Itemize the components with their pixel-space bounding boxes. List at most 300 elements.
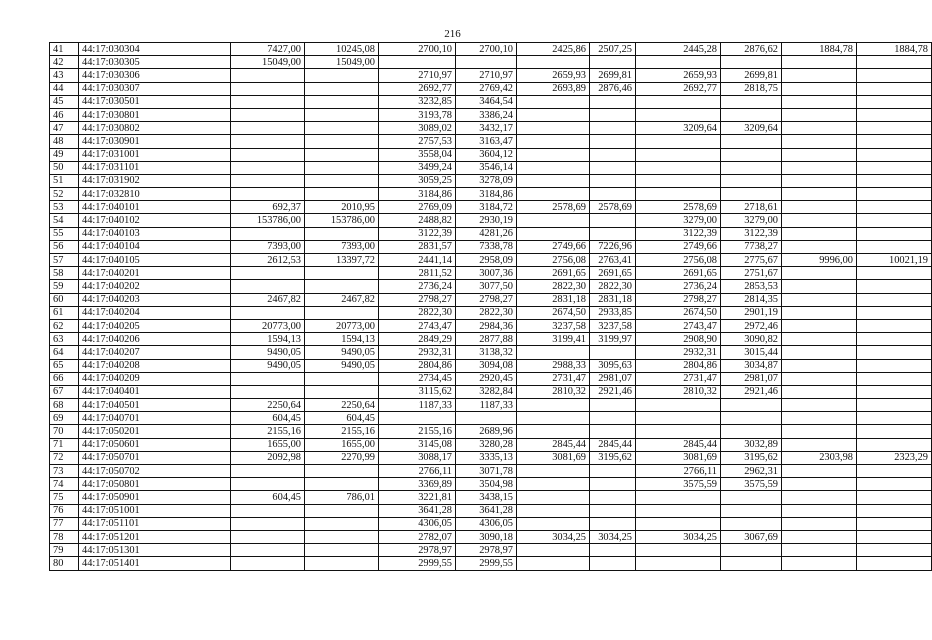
cell-value-col-7: 2810,32: [636, 385, 721, 398]
cell-value-col-7: 2445,28: [636, 43, 721, 56]
cell-value-col-6: 3195,62: [590, 451, 636, 464]
cell-value-col-3: 2488,82: [379, 214, 456, 227]
cell-value-col-1: [231, 267, 305, 280]
cell-value-col-7: [636, 108, 721, 121]
cell-value-col-6: 2921,46: [590, 385, 636, 398]
cell-value-col-9: [782, 399, 857, 412]
cell-value-col-10: [857, 306, 932, 319]
cell-value-col-4: 3604,12: [456, 148, 517, 161]
cell-value-col-2: [305, 174, 379, 187]
cell-value-col-9: [782, 385, 857, 398]
cell-value-col-10: [857, 227, 932, 240]
cell-value-col-6: 2845,44: [590, 438, 636, 451]
cell-value-col-8: 3032,89: [721, 438, 782, 451]
cell-value-col-10: [857, 56, 932, 69]
cell-value-col-9: [782, 56, 857, 69]
cell-cadastral-quarter: 44:17:051301: [79, 544, 231, 557]
cell-value-col-5: [517, 122, 590, 135]
cell-row-number: 63: [50, 333, 79, 346]
cell-value-col-9: [782, 359, 857, 372]
cell-value-col-7: 3575,59: [636, 478, 721, 491]
cell-value-col-4: 4306,05: [456, 517, 517, 530]
cell-value-col-2: [305, 465, 379, 478]
cell-value-col-1: [231, 385, 305, 398]
cell-value-col-3: 3059,25: [379, 174, 456, 187]
table-row: [50, 504, 932, 517]
cell-value-col-1: 20773,00: [231, 319, 305, 332]
cell-value-col-7: 2736,24: [636, 280, 721, 293]
cell-value-col-8: 7738,27: [721, 240, 782, 253]
cell-value-col-2: [305, 267, 379, 280]
cell-value-col-2: [305, 69, 379, 82]
cell-value-col-6: 2699,81: [590, 69, 636, 82]
cell-value-col-8: [721, 108, 782, 121]
cell-cadastral-quarter: 44:17:051001: [79, 504, 231, 517]
cell-cadastral-quarter: 44:17:030801: [79, 108, 231, 121]
cell-value-col-2: 1655,00: [305, 438, 379, 451]
cell-value-col-2: 15049,00: [305, 56, 379, 69]
cell-row-number: 70: [50, 425, 79, 438]
cell-value-col-9: [782, 544, 857, 557]
cadastral-value-table: [49, 42, 932, 571]
table-row: [50, 43, 932, 56]
cell-value-col-1: 2467,82: [231, 293, 305, 306]
cell-value-col-8: [721, 56, 782, 69]
cell-value-col-7: [636, 504, 721, 517]
table-row: [50, 174, 932, 187]
cell-value-col-4: 2978,97: [456, 544, 517, 557]
cell-value-col-6: [590, 399, 636, 412]
cell-value-col-5: 2845,44: [517, 438, 590, 451]
table-row: [50, 517, 932, 530]
cell-value-col-1: [231, 135, 305, 148]
cell-value-col-3: 2734,45: [379, 372, 456, 385]
cell-value-col-8: [721, 425, 782, 438]
cell-value-col-7: 2674,50: [636, 306, 721, 319]
cell-value-col-2: 2250,64: [305, 399, 379, 412]
cell-value-col-3: 2766,11: [379, 465, 456, 478]
cell-value-col-10: [857, 188, 932, 201]
cell-value-col-4: 2689,96: [456, 425, 517, 438]
cell-value-col-5: [517, 491, 590, 504]
cell-value-col-1: [231, 544, 305, 557]
cell-value-col-1: [231, 465, 305, 478]
cell-value-col-6: [590, 544, 636, 557]
cell-cadastral-quarter: 44:17:040206: [79, 333, 231, 346]
cell-value-col-7: [636, 491, 721, 504]
cell-value-col-3: 3221,81: [379, 491, 456, 504]
table-row: [50, 56, 932, 69]
cell-value-col-5: 3199,41: [517, 333, 590, 346]
cell-value-col-4: 3090,18: [456, 530, 517, 543]
cell-value-col-6: 2763,41: [590, 254, 636, 267]
cell-value-col-6: [590, 214, 636, 227]
table-row: [50, 122, 932, 135]
cell-row-number: 76: [50, 504, 79, 517]
cell-value-col-2: 20773,00: [305, 319, 379, 332]
cell-cadastral-quarter: 44:17:040205: [79, 319, 231, 332]
cell-row-number: 61: [50, 306, 79, 319]
table-row: [50, 333, 932, 346]
cell-value-col-5: [517, 148, 590, 161]
table-row: [50, 412, 932, 425]
cell-row-number: 75: [50, 491, 79, 504]
cell-value-col-10: [857, 385, 932, 398]
cell-value-col-3: 2441,14: [379, 254, 456, 267]
cell-value-col-6: [590, 122, 636, 135]
cell-value-col-10: [857, 333, 932, 346]
cell-value-col-2: [305, 544, 379, 557]
cell-value-col-3: 2822,30: [379, 306, 456, 319]
cell-cadastral-quarter: 44:17:040101: [79, 201, 231, 214]
cell-value-col-9: [782, 346, 857, 359]
cell-value-col-5: 2731,47: [517, 372, 590, 385]
cell-row-number: 42: [50, 56, 79, 69]
cell-value-col-3: 2978,97: [379, 544, 456, 557]
cell-value-col-3: 2692,77: [379, 82, 456, 95]
cell-value-col-8: 3090,82: [721, 333, 782, 346]
cell-value-col-10: [857, 557, 932, 570]
cell-row-number: 68: [50, 399, 79, 412]
cell-value-col-8: [721, 161, 782, 174]
cell-value-col-6: [590, 148, 636, 161]
table-row: [50, 214, 932, 227]
page-number: 216: [444, 28, 461, 40]
cell-value-col-6: 2831,18: [590, 293, 636, 306]
cell-value-col-1: 692,37: [231, 201, 305, 214]
cell-value-col-5: [517, 227, 590, 240]
cell-value-col-10: [857, 201, 932, 214]
cell-value-col-1: 9490,05: [231, 346, 305, 359]
cell-value-col-8: [721, 544, 782, 557]
cell-value-col-2: [305, 108, 379, 121]
cell-value-col-10: [857, 478, 932, 491]
cell-value-col-1: 604,45: [231, 491, 305, 504]
cell-value-col-4: 4281,26: [456, 227, 517, 240]
cell-value-col-6: 3034,25: [590, 530, 636, 543]
cell-value-col-8: 2814,35: [721, 293, 782, 306]
cell-value-col-3: 3122,39: [379, 227, 456, 240]
cell-cadastral-quarter: 44:17:030802: [79, 122, 231, 135]
cell-value-col-10: [857, 372, 932, 385]
cell-value-col-3: 2769,09: [379, 201, 456, 214]
cell-value-col-2: [305, 135, 379, 148]
cell-value-col-4: 3184,72: [456, 201, 517, 214]
cell-value-col-6: 2822,30: [590, 280, 636, 293]
cell-value-col-3: 3145,08: [379, 438, 456, 451]
cell-value-col-7: [636, 135, 721, 148]
table-row: [50, 346, 932, 359]
table-row: [50, 227, 932, 240]
cell-row-number: 78: [50, 530, 79, 543]
cell-value-col-7: 3034,25: [636, 530, 721, 543]
cell-value-col-3: 2700,10: [379, 43, 456, 56]
cell-value-col-3: 2811,52: [379, 267, 456, 280]
cell-value-col-4: 3280,28: [456, 438, 517, 451]
cell-value-col-9: [782, 135, 857, 148]
cell-value-col-5: 2749,66: [517, 240, 590, 253]
cell-value-col-5: 2822,30: [517, 280, 590, 293]
cell-row-number: 57: [50, 254, 79, 267]
cell-value-col-5: [517, 412, 590, 425]
cell-value-col-7: 2692,77: [636, 82, 721, 95]
cell-value-col-7: [636, 544, 721, 557]
table-row: [50, 399, 932, 412]
cell-value-col-4: 3335,13: [456, 451, 517, 464]
cell-value-col-10: [857, 465, 932, 478]
cell-value-col-10: [857, 267, 932, 280]
cell-value-col-10: [857, 319, 932, 332]
cell-row-number: 79: [50, 544, 79, 557]
cell-value-col-3: 3088,17: [379, 451, 456, 464]
cell-value-col-6: 2933,85: [590, 306, 636, 319]
cell-value-col-9: [782, 148, 857, 161]
cell-cadastral-quarter: 44:17:040102: [79, 214, 231, 227]
cell-value-col-3: 2155,16: [379, 425, 456, 438]
cell-value-col-6: [590, 188, 636, 201]
cell-value-col-8: [721, 491, 782, 504]
cell-value-col-10: [857, 425, 932, 438]
table-row: [50, 240, 932, 253]
cell-value-col-5: [517, 214, 590, 227]
cell-value-col-10: [857, 293, 932, 306]
cell-value-col-8: 3195,62: [721, 451, 782, 464]
cell-value-col-2: [305, 188, 379, 201]
cell-value-col-4: 3504,98: [456, 478, 517, 491]
cell-value-col-7: [636, 557, 721, 570]
table-row: [50, 293, 932, 306]
cell-cadastral-quarter: 44:17:030307: [79, 82, 231, 95]
cell-value-col-5: [517, 174, 590, 187]
cell-value-col-4: 2877,88: [456, 333, 517, 346]
cell-value-col-1: [231, 478, 305, 491]
cell-cadastral-quarter: 44:17:040203: [79, 293, 231, 306]
cell-value-col-8: [721, 148, 782, 161]
cell-value-col-6: 2876,46: [590, 82, 636, 95]
cell-row-number: 41: [50, 43, 79, 56]
cell-value-col-9: [782, 161, 857, 174]
cell-value-col-8: 2853,53: [721, 280, 782, 293]
cell-value-col-2: 604,45: [305, 412, 379, 425]
cell-value-col-9: [782, 280, 857, 293]
cell-value-col-9: [782, 412, 857, 425]
cell-value-col-9: [782, 530, 857, 543]
cell-value-col-3: 2849,29: [379, 333, 456, 346]
cell-value-col-9: [782, 95, 857, 108]
table-row: [50, 359, 932, 372]
cell-value-col-7: 2804,86: [636, 359, 721, 372]
cell-value-col-4: 3641,28: [456, 504, 517, 517]
cell-row-number: 49: [50, 148, 79, 161]
cell-value-col-2: [305, 122, 379, 135]
cell-row-number: 80: [50, 557, 79, 570]
cell-value-col-6: [590, 174, 636, 187]
cell-value-col-10: [857, 517, 932, 530]
cell-row-number: 65: [50, 359, 79, 372]
cell-value-col-5: [517, 465, 590, 478]
cell-value-col-6: 7226,96: [590, 240, 636, 253]
cell-row-number: 53: [50, 201, 79, 214]
table-row: [50, 385, 932, 398]
cell-cadastral-quarter: 44:17:050801: [79, 478, 231, 491]
cell-value-col-7: 2798,27: [636, 293, 721, 306]
cell-value-col-9: [782, 108, 857, 121]
cell-value-col-8: 2751,67: [721, 267, 782, 280]
cell-value-col-6: [590, 425, 636, 438]
cell-value-col-1: [231, 530, 305, 543]
cell-value-col-2: [305, 504, 379, 517]
cell-value-col-10: [857, 359, 932, 372]
cell-value-col-1: [231, 69, 305, 82]
cell-value-col-4: 3184,86: [456, 188, 517, 201]
cell-value-col-9: [782, 82, 857, 95]
cell-value-col-2: [305, 227, 379, 240]
cell-row-number: 46: [50, 108, 79, 121]
cell-value-col-3: 3558,04: [379, 148, 456, 161]
cell-value-col-5: 2674,50: [517, 306, 590, 319]
cell-value-col-6: [590, 478, 636, 491]
cell-value-col-8: 2699,81: [721, 69, 782, 82]
cell-value-col-10: [857, 135, 932, 148]
cell-value-col-8: [721, 517, 782, 530]
cell-value-col-4: 2920,45: [456, 372, 517, 385]
cell-cadastral-quarter: 44:17:030501: [79, 95, 231, 108]
cell-value-col-5: [517, 95, 590, 108]
cell-value-col-2: [305, 161, 379, 174]
cell-cadastral-quarter: 44:17:040103: [79, 227, 231, 240]
table-row: [50, 544, 932, 557]
cell-value-col-1: 2250,64: [231, 399, 305, 412]
cell-row-number: 54: [50, 214, 79, 227]
cell-value-col-7: [636, 399, 721, 412]
cell-row-number: 60: [50, 293, 79, 306]
cell-value-col-6: 2507,25: [590, 43, 636, 56]
cell-value-col-6: [590, 504, 636, 517]
cell-value-col-7: 3122,39: [636, 227, 721, 240]
table-row: [50, 135, 932, 148]
cell-cadastral-quarter: 44:17:040701: [79, 412, 231, 425]
cell-value-col-10: [857, 122, 932, 135]
cell-value-col-10: [857, 214, 932, 227]
cell-value-col-5: 2988,33: [517, 359, 590, 372]
cell-value-col-4: 2710,97: [456, 69, 517, 82]
cell-value-col-1: [231, 517, 305, 530]
cell-value-col-5: 2659,93: [517, 69, 590, 82]
cell-value-col-7: 3081,69: [636, 451, 721, 464]
cell-value-col-1: 2092,98: [231, 451, 305, 464]
cell-row-number: 67: [50, 385, 79, 398]
cell-row-number: 48: [50, 135, 79, 148]
cell-value-col-2: 2010,95: [305, 201, 379, 214]
cell-value-col-7: [636, 517, 721, 530]
cell-value-col-2: 1594,13: [305, 333, 379, 346]
cell-value-col-5: [517, 346, 590, 359]
cell-value-col-9: [782, 557, 857, 570]
cell-value-col-6: [590, 108, 636, 121]
cell-value-col-7: [636, 188, 721, 201]
cell-value-col-4: [456, 412, 517, 425]
cell-value-col-7: [636, 148, 721, 161]
cell-value-col-2: 2155,16: [305, 425, 379, 438]
cell-value-col-7: 2743,47: [636, 319, 721, 332]
cell-value-col-6: 2578,69: [590, 201, 636, 214]
table-row: [50, 108, 932, 121]
cell-value-col-2: [305, 385, 379, 398]
cell-value-col-8: 2876,62: [721, 43, 782, 56]
cell-cadastral-quarter: 44:17:030306: [79, 69, 231, 82]
cell-value-col-9: [782, 122, 857, 135]
cell-cadastral-quarter: 44:17:040204: [79, 306, 231, 319]
cell-value-col-6: [590, 557, 636, 570]
cell-value-col-7: 3209,64: [636, 122, 721, 135]
table-row: [50, 69, 932, 82]
cell-row-number: 43: [50, 69, 79, 82]
cell-value-col-6: [590, 161, 636, 174]
cell-value-col-2: 9490,05: [305, 359, 379, 372]
cell-row-number: 50: [50, 161, 79, 174]
cell-row-number: 52: [50, 188, 79, 201]
cell-cadastral-quarter: 44:17:040401: [79, 385, 231, 398]
cell-value-col-4: 3071,78: [456, 465, 517, 478]
cell-value-col-9: [782, 69, 857, 82]
cell-value-col-6: [590, 95, 636, 108]
cell-value-col-5: [517, 504, 590, 517]
cell-row-number: 47: [50, 122, 79, 135]
cell-value-col-8: 3279,00: [721, 214, 782, 227]
cell-value-col-5: [517, 557, 590, 570]
cell-cadastral-quarter: 44:17:040501: [79, 399, 231, 412]
cell-value-col-10: [857, 530, 932, 543]
cell-value-col-9: [782, 267, 857, 280]
cell-value-col-10: [857, 174, 932, 187]
cell-cadastral-quarter: 44:17:040208: [79, 359, 231, 372]
cell-value-col-9: [782, 188, 857, 201]
cell-value-col-5: 3034,25: [517, 530, 590, 543]
cell-value-col-4: 2999,55: [456, 557, 517, 570]
cell-value-col-4: 1187,33: [456, 399, 517, 412]
cell-value-col-10: [857, 240, 932, 253]
cell-value-col-9: [782, 478, 857, 491]
cell-value-col-9: 2303,98: [782, 451, 857, 464]
cell-value-col-2: [305, 82, 379, 95]
cell-value-col-5: [517, 188, 590, 201]
cell-value-col-4: 3432,17: [456, 122, 517, 135]
table-row: [50, 254, 932, 267]
table-row: [50, 201, 932, 214]
cell-cadastral-quarter: 44:17:030305: [79, 56, 231, 69]
cell-value-col-7: 2659,93: [636, 69, 721, 82]
cell-value-col-2: 153786,00: [305, 214, 379, 227]
table-row: [50, 148, 932, 161]
cell-value-col-4: 2700,10: [456, 43, 517, 56]
cell-cadastral-quarter: 44:17:031101: [79, 161, 231, 174]
cell-value-col-3: 2757,53: [379, 135, 456, 148]
table-row: [50, 267, 932, 280]
cell-cadastral-quarter: 44:17:050702: [79, 465, 231, 478]
cell-row-number: 69: [50, 412, 79, 425]
table-row: [50, 372, 932, 385]
cell-value-col-10: [857, 280, 932, 293]
cell-value-col-7: 2845,44: [636, 438, 721, 451]
cell-value-col-2: [305, 95, 379, 108]
cell-value-col-8: 3067,69: [721, 530, 782, 543]
cell-value-col-9: [782, 319, 857, 332]
cell-value-col-1: 1655,00: [231, 438, 305, 451]
cell-value-col-7: 2749,66: [636, 240, 721, 253]
table-row: [50, 82, 932, 95]
cell-value-col-9: [782, 438, 857, 451]
cell-value-col-7: 2908,90: [636, 333, 721, 346]
